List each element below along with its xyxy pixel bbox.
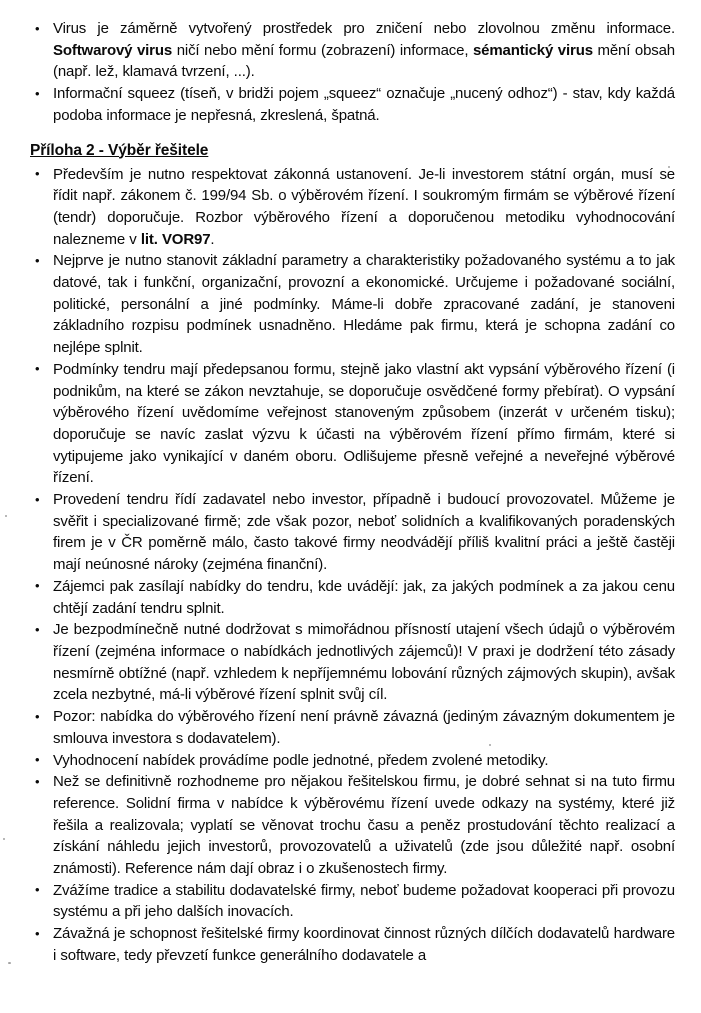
list-item <box>32 706 675 749</box>
body-text: ničí nebo mění formu (zobrazení) informace, <box>172 41 473 59</box>
section-heading-wrap <box>22 127 675 164</box>
bullet-list <box>22 164 675 967</box>
body-text: Vyhodnocení nabídek provádíme podle jednotné, předem zvolené metodiky. <box>53 751 549 769</box>
section-intro-bullets <box>22 18 675 127</box>
list-item <box>32 923 675 966</box>
list-item <box>32 576 675 619</box>
list-item <box>32 619 675 706</box>
section-heading: Příloha 2 - Výběr řešitele <box>30 141 209 159</box>
emphasis-text: Softwarový virus <box>53 41 173 59</box>
body-text: Zvážíme tradice a stabilitu dodavatelské firmy, neboť budeme požadovat kooperaci při provozu systému a při jeho dalších inovacích. <box>53 881 675 921</box>
emphasis-text: sémantický virus <box>472 41 593 59</box>
list-item <box>32 750 675 772</box>
body-text: Pozor: nabídka do výběrového řízení není právně závazná (jediným závazným dokumentem je smlouva investora s dodavatelem). <box>53 708 675 747</box>
body-text: . <box>210 230 215 248</box>
body-text: Podmínky tendru mají předepsanou formu, stejně jako vlastní akt vypsání výběrového řízení (i podnikům, na které se zákon nevztahuje, se doporučuje osvědčené formy přebírat). O vypsání výběrového řízení uvědomíme veřejnost stanoveným způsobem (inzerát v určeném tisku); doporučuje se navíc zaslat výzvu k účasti na výběrovém řízení přímo firmám, které si vytipujeme jako vynikající v daném oboru. Odlišujeme přesně veřejné a neveřejné výběrové řízení. <box>53 360 675 487</box>
bullet-list <box>22 18 675 127</box>
body-text: Než se definitivně rozhodneme pro nějakou řešitelskou firmu, je dobré sehnat si na tuto firmu reference. Solidní firma v nabídce k výběrovému řízení uvede odkazy na systémy, které již řešila a realizovala; vyplatí se věnovat trochu času a peněz prostudování těchto realizací a získání náhledu jejich investorů, provozovatelů a uživatelů (zde jsou důležité např. osobní známosti). Reference nám dají obraz i o zkušenostech firmy. <box>53 773 675 878</box>
body-text: Nejprve je nutno stanovit základní parametry a charakteristiky požadovaného systému a to jak datové, tak i funkční, organizační, provozní a ekonomické. Určujeme i požadované sociální, politické, personální a jiné podmínky. Máme-li dobře zpracované zadání, je stanoveni základního rozpisu podmínek usnadněno. Hledáme pak firmu, která je schopna zadání co nejlépe splnit. <box>53 252 675 357</box>
body-text: Virus je záměrně vytvořený prostředek pro zničení nebo zlovolnou změnu informace. <box>53 20 675 37</box>
list-item <box>32 880 675 923</box>
section-priloha-2 <box>22 127 675 967</box>
scan-speck <box>5 515 7 517</box>
list-item <box>32 359 675 489</box>
body-text: Je bezpodmínečně nutné dodržovat s mimořádnou přísností utajení všech údajů o výběrovém řízení (zejména informace o nabídkách jednotlivých zájemců)! V praxi je dodržení této zásady nesmírně obtížné (např. vzhledem k nepříjemnému lobování různých zájmových skupin), avšak zcela nezbytné, má-li výběrové řízení splnit svůj cíl. <box>53 621 675 704</box>
body-text: Informační squeez (tíseň, v bridži pojem „squeez“ označuje „nucený odhoz“) - stav, kdy každá podoba informace je nepřesná, zkreslená, špatná. <box>53 85 675 124</box>
document-body <box>22 18 675 967</box>
list-item <box>32 83 675 126</box>
body-text: Především je nutno respektovat zákonná ustanovení. Je-li investorem státní orgán, musí se řídit např. zákonem č. 199/94 Sb. o výběrovém řízení. I soukromým firmám se výběrové řízení (tendr) doporučuje. Rozbor výběrového řízení a doporučenou metodiku vyhodnocování nalezneme v <box>53 165 675 248</box>
scan-speck <box>8 962 11 964</box>
list-item <box>32 489 675 576</box>
list-item <box>32 18 675 83</box>
scan-speck <box>3 838 5 840</box>
body-text: Závažná je schopnost řešitelské firmy koordinovat činnost různých dílčích dodavatelů hardware i software, tedy převzetí funkce generálního dodavatele a <box>53 925 675 964</box>
body-text: mění obsah (např. lež, klamavá tvrzení, ...). <box>53 41 675 81</box>
list-item <box>32 164 675 251</box>
emphasis-text: lit. VOR97 <box>140 230 211 248</box>
body-text: Zájemci pak zasílají nabídky do tendru, kde uvádějí: jak, za jakých podmínek a za jakou cenu chtějí zadání tendru splnit. <box>53 577 675 617</box>
body-text: Provedení tendru řídí zadavatel nebo investor, případně i budoucí provozovatel. Můžeme je svěřit i specializované firmě; zde však pozor, neboť solidních a kvalifikovaných poradenských firem je v ČR poměrně málo, často takové firmy neodvádějí příliš kvalitní práci a ještě častěji mají neúnosné nároky (zejména finanční). <box>53 491 675 574</box>
list-item <box>32 250 675 359</box>
list-item <box>32 771 675 880</box>
